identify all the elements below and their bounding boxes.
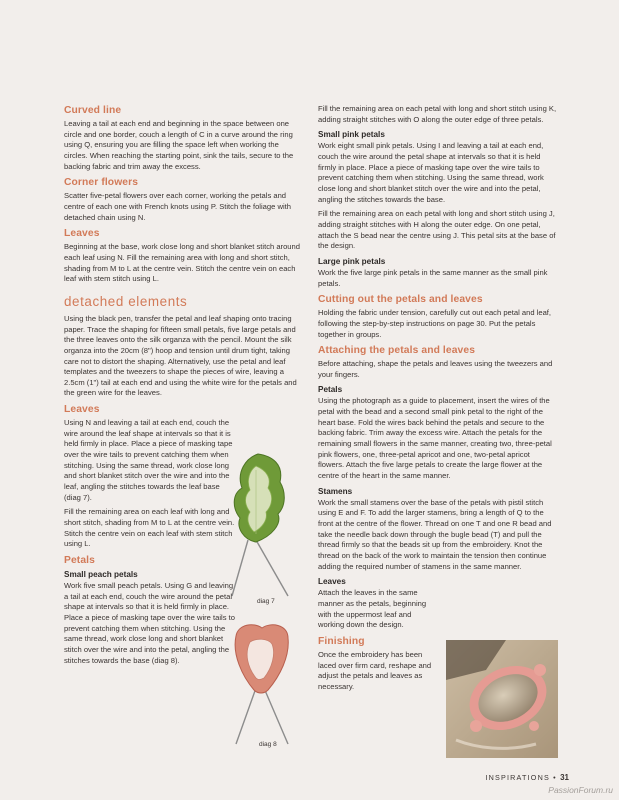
heading-petals: Petals [64, 555, 95, 566]
heading-cutting-out: Cutting out the petals and leaves [318, 294, 483, 306]
page-footer [485, 773, 569, 782]
heading-curved-line: Curved line [64, 105, 122, 116]
heading-stamens: Stamens [318, 486, 353, 496]
diagram-7-leaf-illustration [226, 448, 296, 600]
stamens-text: Work the small stamens over the base of the petals with pistil stitch using E and F. To add the larger stamens, bring a length of Q to the front at the centre of the flower. Thread on one T and one R bead and take the needle back down through the bugle bead (T) and pull the thread firmly so that the beads sit up from the embroidery. Knot the thread on the back of the work to maintain the tension then continue adding the required number of stamens in the same manner. [318, 497, 552, 571]
finishing-text: Once the embroidery has been laced over firm card, reshape and adjust the petals and leaves as necessary. [318, 649, 432, 691]
heading-finishing: Finishing [318, 635, 365, 647]
leaves-attach-text: Attach the leaves in the same manner as the petals, beginning with the uppermost leaf and working down the design. [318, 588, 427, 630]
heading-attaching: Attaching the petals and leaves [318, 345, 476, 357]
detached-elements-text: Using the black pen, transfer the petal and leaf shaping onto tracing paper. Trace the shaping for fifteen small petals, five large petals and the three leaves onto the silk organza with the pencil. Mount the silk organza into the 20cm (8") hoop and tension until drum tight, taking care not to distort the shaping. Alternatively, use the petal and leaf templates and the tweezers to shape the pieces of wire, leaving a 2.5cm (1") tail at each end and using the white wire for the petals and the green wire for the leaves. [64, 313, 297, 398]
small-pink-petals-text-1: Work eight small pink petals. Using I and leaving a tail at each end, couch the wire around the petal shape at intervals so that it is held firmly in place. Place a piece of masking tape over the wire tails to prevent catching them when stitching. Using the same thread, work close long and short blanket stitch over the wire and into the petal, angling the stitches towards the base. [318, 141, 544, 204]
small-pink-petals-text-2: Fill the remaining area on each petal with long and short stitch using J, adding straight stitches with H along the outer edge. On one petal, attach the S bead near the centre using J. This petal sits at the base of the design. [318, 209, 556, 251]
diagram-8-caption: diag 8 [259, 741, 277, 748]
heading-large-pink-petals: Large pink petals [318, 256, 386, 266]
heading-petals-attach: Petals [318, 385, 343, 395]
petals-attach-text: Using the photograph as a guide to placement, insert the wires of the petal with the bead and a second small pink petal to the right of the heart base. Fold the wires back behind the petals and secure to the backing fabric. Trim away the excess wire. Attach the petals for the remaining small flowers in the same manner, creating two, three-petal pink flowers, one, three-petal apricot and one, two-petal apricot flowers. Attach the five large petals to create the large flower at the centre of the heart in the same manner. [318, 396, 552, 481]
remaining-petals-text: Fill the remaining area on each petal with long and short stitch using K, adding straight stitches with O along the outer edge of three petals. [318, 104, 557, 124]
heading-leaves: Leaves [64, 228, 100, 240]
corner-flowers-text: Scatter five-petal flowers over each corner, working the petals and centre of each one with French knots using P. Stitch the foliage with detached chain using N. [64, 191, 291, 222]
large-pink-petals-text: Work the five large pink petals in the same manner as the small pink petals. [318, 267, 548, 288]
embroidered-mirror-photo [446, 640, 558, 758]
watermark: PassionForum.ru [548, 785, 613, 795]
heading-detached-elements: detached elements [64, 293, 188, 309]
heading-small-pink-petals: Small pink petals [318, 130, 385, 140]
heading-corner-flowers: Corner flowers [64, 177, 139, 189]
heading-small-peach-petals: Small peach petals [64, 570, 138, 579]
footer-label: INSPIRATIONS [485, 773, 550, 782]
attaching-text: Before attaching, shape the petals and leaves using the tweezers and your fingers. [318, 359, 553, 379]
heading-leaves-detached: Leaves [64, 404, 100, 416]
leaves-detached-text-2: Fill the remaining area on each leaf with long and short stitch, shading from M to L at the centre vein. Stitch the centre vein on each leaf with stem stitch using L. [64, 507, 235, 549]
small-peach-petals-text: Work five small peach petals. Using G and leaving a tail at each end, couch the wire around the petal shape at intervals so that it is held firmly in place. Place a piece of masking tape over the wire tails to prevent catching them when stitching. Using the same thread, work close long and short blanket stitch over the wire and into the petal, angling the stitches towards the base (diag 8). [64, 581, 235, 665]
page-number: 31 [560, 773, 569, 782]
diagram-7-caption: diag 7 [257, 598, 275, 605]
curved-line-text: Leaving a tail at each end and beginning in the space between one circle and one border, couch a length of C in a curve around the ring using Q, ensuring you are filling the space left when working the circles. When reaching the starting point, sink the tails, secure to the backing fabric and trim away the excess. [64, 119, 294, 171]
diagram-8-petal-illustration [228, 620, 296, 748]
heading-leaves-attach: Leaves [318, 577, 346, 587]
leaves-detached-text-1: Using N and leaving a tail at each end, couch the wire around the leaf shape at intervals so that it is held firmly in place. Place a piece of masking tape over the wire tails to prevent catching them when stitching. Using the same thread, work close long and short blanket stitch over the wire and into the leaf, angling the stitches towards the leaf base (diag 7). [64, 418, 233, 502]
leaves-text: Beginning at the base, work close long and short blanket stitch around each leaf using N. Fill the remaining area with long and short stitch, shading from M to L at the centre vein. Stitch the centre vein on each leaf with stem stitch using L. [64, 242, 300, 284]
cutting-out-text: Holding the fabric under tension, carefully cut out each petal and leaf, following the step-by-step instructions on page 30. Put the petals together in groups. [318, 308, 552, 339]
footer-bullet: • [553, 773, 557, 782]
right-column [318, 104, 558, 697]
